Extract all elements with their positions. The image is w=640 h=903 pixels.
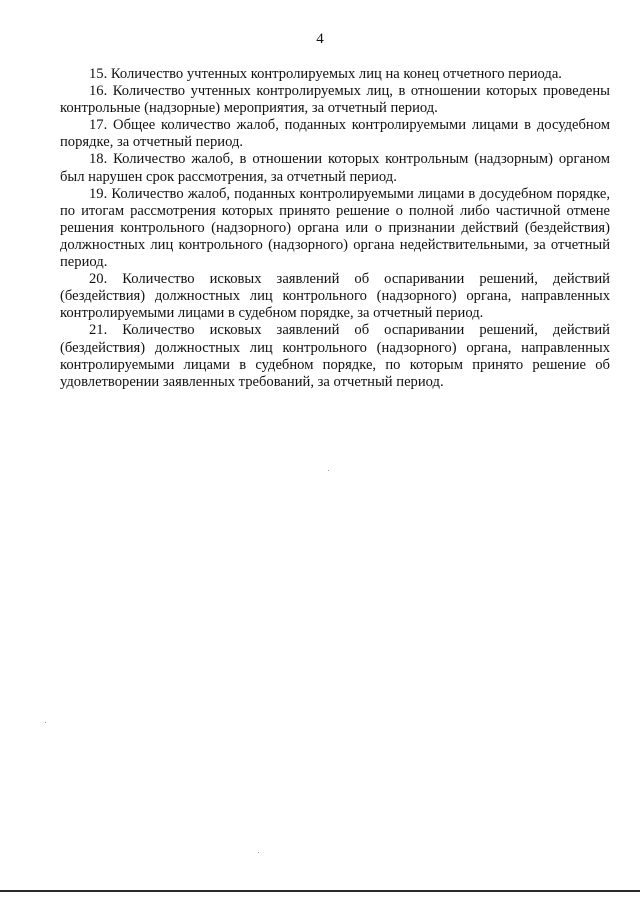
paragraph-15: 15. Количество учтенных контролируемых лиц на конец отчетного периода. [89, 66, 562, 82]
scan-speck [328, 470, 329, 471]
paragraph-18: 18. Количество жалоб, в отношении которых контрольным (надзорным) органом был нарушен срок рассмотрения, за отчетный период. [60, 151, 610, 185]
paragraph-17: 17. Общее количество жалоб, поданных контролируемыми лицами в досудебном порядке, за отчетный период. [60, 117, 610, 151]
paragraph-16: 16. Количество учтенных контролируемых лиц, в отношении которых проведены контрольные (надзорные) мероприятия, за отчетный период. [60, 83, 610, 117]
paragraph-21: 21. Количество исковых заявлений об оспаривании решений, действий (бездействия) должностных лиц контрольного (надзорного) органа, направленных контролируемыми лицами в судебном порядке, по которым принято решение об удовлетворении заявленных требований, за отчетный период. [60, 322, 610, 390]
paragraph-20: 20. Количество исковых заявлений об оспаривании решений, действий (бездействия) должностных лиц контрольного (надзорного) органа, направленных контролируемыми лицами в судебном порядке, за отчетный период. [60, 271, 610, 322]
scan-speck [45, 722, 46, 723]
scan-bottom-edge [0, 890, 640, 892]
document-body [60, 66, 610, 391]
paragraph-19: 19. Количество жалоб, поданных контролируемыми лицами в досудебном порядке, по итогам рассмотрения которых принято решение о полной либо частичной отмене решения контрольного (надзорного) органа или о признании действий (бездействия) должностных лиц контрольного (надзорного) органа недействительными, за отчетный период. [60, 185, 610, 271]
page-number: 4 [316, 31, 324, 47]
scan-speck [258, 852, 259, 853]
